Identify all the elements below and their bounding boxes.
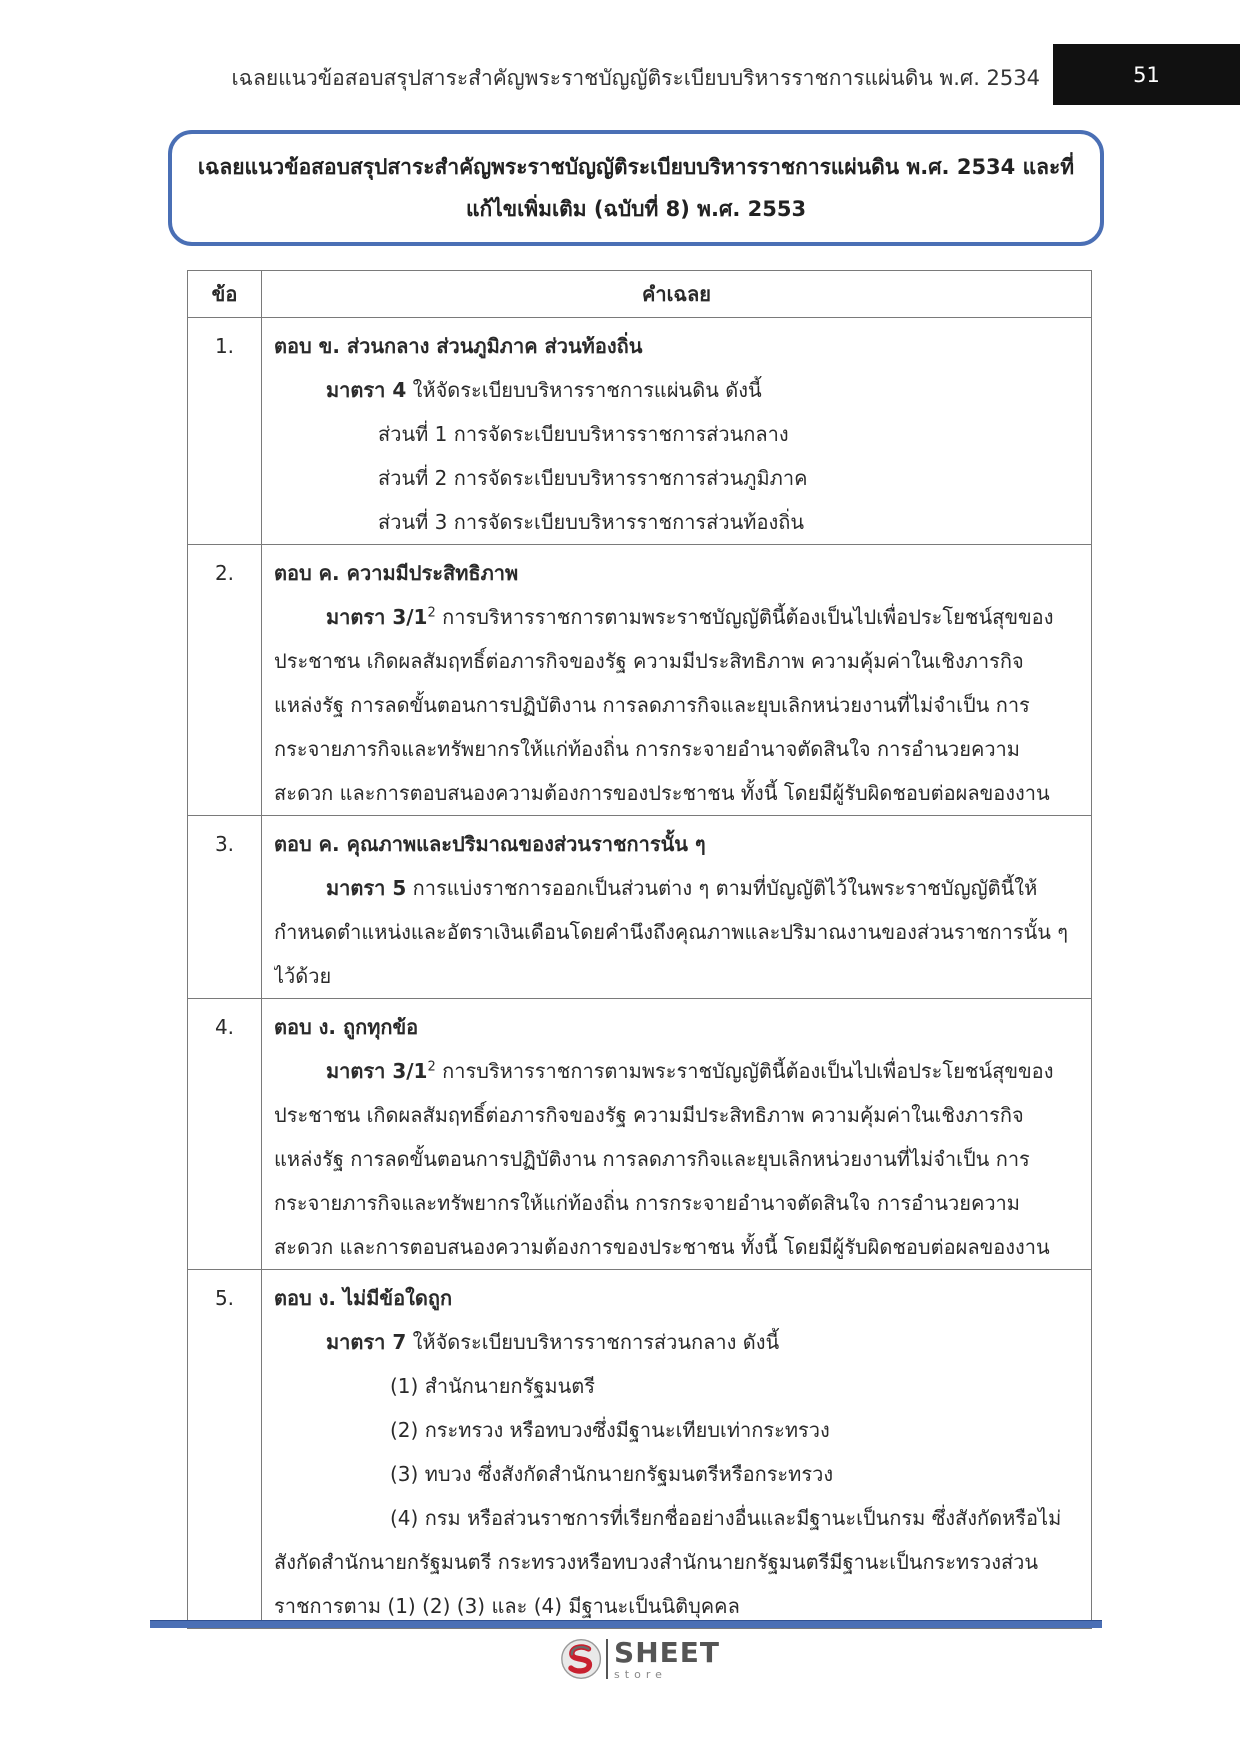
header-number: ข้อ [188,271,262,318]
header-answer: คำเฉลย [262,271,1092,318]
answer-choice: ตอบ ข. ส่วนกลาง ส่วนภูมิภาค ส่วนท้องถิ่น [274,334,643,358]
paragraph-line: ประชาชน เกิดผลสัมฤทธิ์ต่อภารกิจของรัฐ ความมีประสิทธิภาพ ความคุ้มค่าในเชิงภารกิจ [274,1103,1024,1127]
answer-table [187,270,1092,1629]
list-item: ส่วนที่ 3 การจัดระเบียบบริหารราชการส่วนท้องถิ่น [378,510,805,534]
sheet-store-logo [560,1633,720,1685]
answer-choice: ตอบ ค. คุณภาพและปริมาณของส่วนราชการนั้น ๆ [274,832,706,856]
document-title-box [168,130,1104,246]
table-row [188,318,1092,545]
footnote-marker: 2 [427,1059,436,1075]
list-item: ส่วนที่ 1 การจัดระเบียบบริหารราชการส่วนกลาง [378,422,789,446]
table-row [188,999,1092,1270]
paragraph-line: การบริหารราชการตามพระราชบัญญัตินี้ต้องเป็นไปเพื่อประโยชน์สุขของ [442,1059,1054,1083]
section-label: มาตรา 3/1 [326,605,428,629]
document-title-line-1: เฉลยแนวข้อสอบสรุปสาระสำคัญพระราชบัญญัติระเบียบบริหารราชการแผ่นดิน พ.ศ. 2534 และที่ [197,155,1075,179]
section-text: ให้จัดระเบียบบริหารราชการส่วนกลาง ดังนี้ [412,1330,780,1354]
answer-choice: ตอบ ค. ความมีประสิทธิภาพ [274,561,519,585]
row-number: 2. [188,545,262,816]
paragraph-line: แหล่งรัฐ การลดขั้นตอนการปฏิบัติงาน การลดภารกิจและยุบเลิกหน่วยงานที่ไม่จำเป็น การ [274,1147,1030,1171]
table-row [188,816,1092,999]
table-header-row [188,271,1092,318]
answer-choice: ตอบ ง. ถูกทุกข้อ [274,1015,419,1039]
row-number: 5. [188,1270,262,1629]
row-answer-cell [262,999,1092,1270]
row-answer-cell [262,318,1092,545]
paragraph-line: สะดวก และการตอบสนองความต้องการของประชาชน ทั้งนี้ โดยมีผู้รับผิดชอบต่อผลของงาน [274,1235,1050,1259]
footer-rule [150,1620,1102,1628]
answer-choice: ตอบ ง. ไม่มีข้อใดถูก [274,1286,453,1310]
list-item: (1) สำนักนายกรัฐมนตรี [390,1374,595,1398]
list-item: (4) กรม หรือส่วนราชการที่เรียกชื่ออย่างอื่นและมีฐานะเป็นกรม ซึ่งสังกัดหรือไม่ [390,1506,1062,1530]
paragraph-line: ไว้ด้วย [274,964,332,988]
footnote-marker: 2 [427,605,436,621]
paragraph-line: ประชาชน เกิดผลสัมฤทธิ์ต่อภารกิจของรัฐ ความมีประสิทธิภาพ ความคุ้มค่าในเชิงภารกิจ [274,649,1024,673]
row-answer-cell [262,816,1092,999]
paragraph-line: การแบ่งราชการออกเป็นส่วนต่าง ๆ ตามที่บัญญัติไว้ในพระราชบัญญัตินี้ให้ [412,876,1038,900]
paragraph-line: กระจายภารกิจและทรัพยากรให้แก่ท้องถิ่น การกระจายอำนาจตัดสินใจ การอำนวยความ [274,737,1020,761]
logo-text [614,1635,720,1681]
table-row [188,545,1092,816]
document-title-line-2: แก้ไขเพิ่มเติม (ฉบับที่ 8) พ.ศ. 2553 [465,197,807,221]
running-header-title: เฉลยแนวข้อสอบสรุปสาระสำคัญพระราชบัญญัติระเบียบบริหารราชการแผ่นดิน พ.ศ. 2534 [231,66,1040,90]
row-number: 4. [188,999,262,1270]
paragraph-line: การบริหารราชการตามพระราชบัญญัตินี้ต้องเป็นไปเพื่อประโยชน์สุขของ [442,605,1054,629]
table-row [188,1270,1092,1629]
logo-subtext: store [614,1667,667,1681]
section-label: มาตรา 5 [326,876,407,900]
page-number: 51 [1053,44,1240,105]
row-answer-cell [262,1270,1092,1629]
row-number: 1. [188,318,262,545]
paragraph-line: สะดวก และการตอบสนองความต้องการของประชาชน ทั้งนี้ โดยมีผู้รับผิดชอบต่อผลของงาน [274,781,1050,805]
section-label: มาตรา 7 [326,1330,407,1354]
row-answer-cell [262,545,1092,816]
section-text: ให้จัดระเบียบบริหารราชการแผ่นดิน ดังนี้ [412,378,762,402]
list-item: ส่วนที่ 2 การจัดระเบียบบริหารราชการส่วนภูมิภาค [378,466,808,490]
sheet-store-logo-icon [560,1636,602,1682]
list-item: (2) กระทรวง หรือทบวงซึ่งมีฐานะเทียบเท่ากระทรวง [390,1418,830,1442]
section-label: มาตรา 4 [326,378,407,402]
paragraph-line: กำหนดตำแหน่งและอัตราเงินเดือนโดยคำนึงถึงคุณภาพและปริมาณงานของส่วนราชการนั้น ๆ [274,920,1069,944]
paragraph-line: แหล่งรัฐ การลดขั้นตอนการปฏิบัติงาน การลดภารกิจและยุบเลิกหน่วยงานที่ไม่จำเป็น การ [274,693,1030,717]
paragraph-line: สังกัดสำนักนายกรัฐมนตรี กระทรวงหรือทบวงสำนักนายกรัฐมนตรีมีฐานะเป็นกระทรวงส่วน [274,1550,1039,1574]
section-label: มาตรา 3/1 [326,1059,428,1083]
paragraph-line: ราชการตาม (1) (2) (3) และ (4) มีฐานะเป็นนิติบุคคล [274,1594,740,1618]
paragraph-line: กระจายภารกิจและทรัพยากรให้แก่ท้องถิ่น การกระจายอำนาจตัดสินใจ การอำนวยความ [274,1191,1020,1215]
logo-wordmark: SHEET [614,1635,720,1669]
logo-divider [606,1639,608,1679]
row-number: 3. [188,816,262,999]
list-item: (3) ทบวง ซึ่งสังกัดสำนักนายกรัฐมนตรีหรือกระทรวง [390,1462,834,1486]
